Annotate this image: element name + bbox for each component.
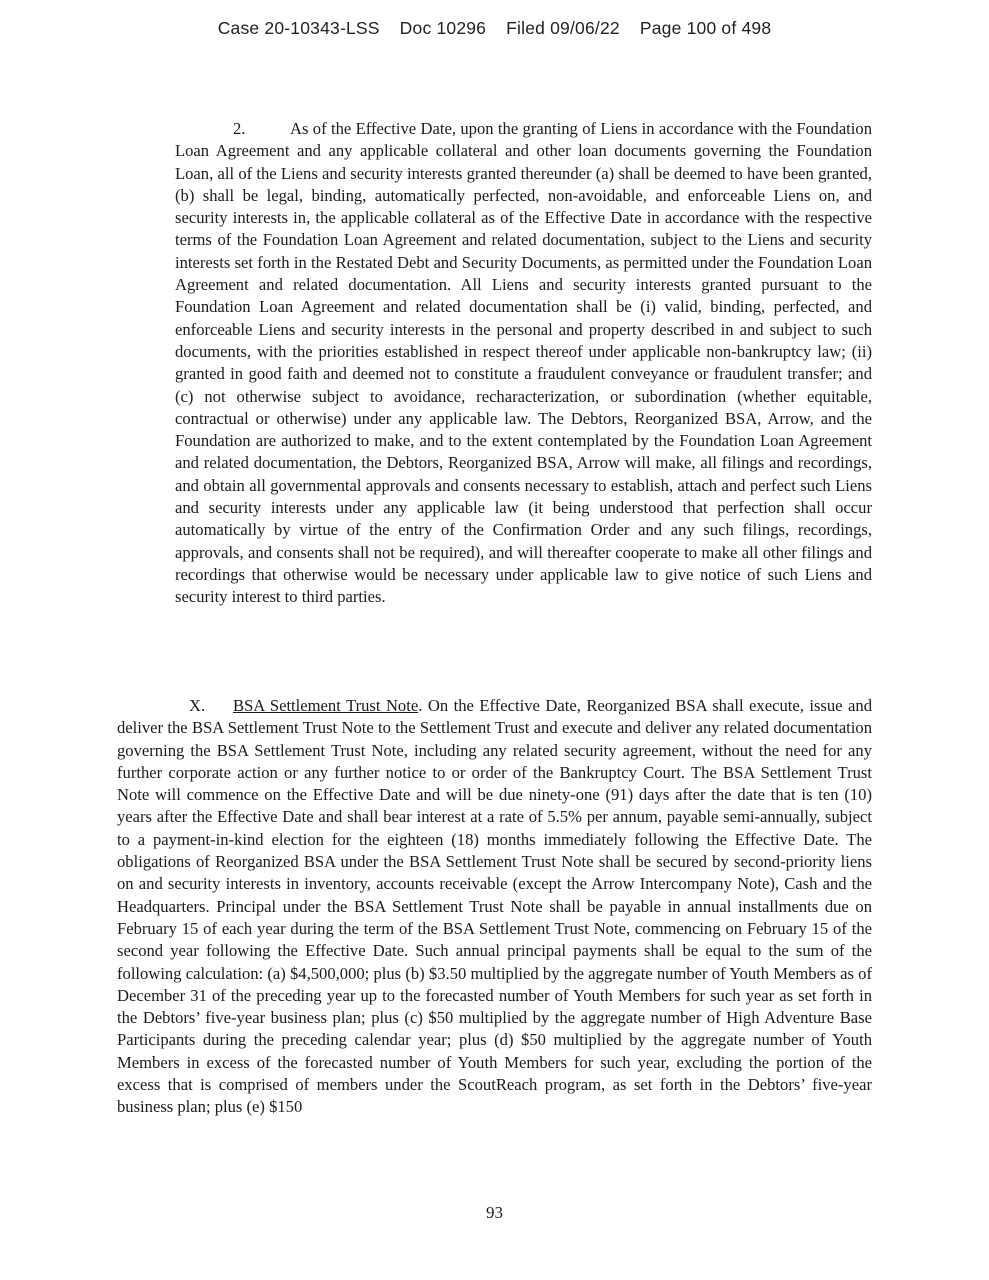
paragraph-2 bbox=[175, 118, 872, 609]
document-number: Doc 10296 bbox=[399, 18, 487, 38]
section-number: X. bbox=[189, 696, 206, 715]
case-number: Case 20-10343-LSS bbox=[217, 18, 380, 38]
section-text: . On the Effective Date, Reorganized BSA shall execute, issue and deliver the BSA Settlement Trust Note to the Settlement Trust and execute and deliver any related documentation governing the BSA Settlement Trust Note, including any related security agreement, without the need for any further corporate action or any further notice to or order of the Bankruptcy Court. The BSA Settlement Trust Note will commence on the Effective Date and will be due ninety-one (91) days after the date that is ten (10) years after the Effective Date and shall bear interest at a rate of 5.5% per annum, payable semi-annually, subject to a payment-in-kind election for the eighteen (18) months immediately following the Effective Date. The obligations of Reorganized BSA under the BSA Settlement Trust Note shall be secured by second-priority liens on and security interests in inventory, accounts receivable (except the Arrow Intercompany Note), Cash and the Headquarters. Principal under the BSA Settlement Trust Note shall be payable in annual installments due on February 15 of each year during the term of the BSA Settlement Trust Note, commencing on February 15 of the second year following the Effective Date. Such annual principal payments shall be equal to the sum of the following calculation: (a) $4,500,000; plus (b) $3.50 multiplied by the aggregate number of Youth Members as of December 31 of the preceding year up to the forecasted number of Youth Members for such year as set forth in the Debtors’ five-year business plan; plus (c) $50 multiplied by the aggregate number of High Adventure Base Participants during the preceding calendar year; plus (d) $50 multiplied by the aggregate number of Youth Members in excess of the forecasted number of Youth Members for such year, excluding the portion of the excess that is comprised of members under the ScoutReach program, as set forth in the Debtors’ five-year business plan; plus (e) $150 bbox=[117, 696, 872, 1117]
filed-date: Filed 09/06/22 bbox=[506, 18, 620, 38]
section-x-bsa-settlement-trust-note bbox=[117, 695, 872, 1119]
paragraph-text: As of the Effective Date, upon the granting of Liens in accordance with the Foundation Loan Agreement and any applicable collateral and other loan documents governing the Foundation Loan, all of the Liens and security interests granted thereunder (a) shall be deemed to have been granted, (b) shall be legal, binding, automatically perfected, non-avoidable, and enforceable Liens on, and security interests in, the applicable collateral as of the Effective Date in accordance with the respective terms of the Foundation Loan Agreement and related documentation, subject to the Liens and security interests set forth in the Restated Debt and Security Documents, as permitted under the Foundation Loan Agreement and related documentation. All Liens and security interests granted pursuant to the Foundation Loan Agreement and related documentation shall be (i) valid, binding, perfected, and enforceable Liens and security interests in the personal and property described in and subject to such documents, with the priorities established in respect thereof under applicable non-bankruptcy law; (ii) granted in good faith and deemed not to constitute a fraudulent conveyance or fraudulent transfer; and (c) not otherwise subject to avoidance, recharacterization, or subordination (whether equitable, contractual or otherwise) under any applicable law. The Debtors, Reorganized BSA, Arrow, and the Foundation are authorized to make, and to the extent contemplated by the Foundation Loan Agreement and related documentation, the Debtors, Reorganized BSA, Arrow will make, all filings and recordings, and obtain all governmental approvals and consents necessary to establish, attach and perfect such Liens and security interests under any applicable law (it being understood that perfection shall occur automatically by virtue of the entry of the Confirmation Order and any such filings, recordings, approvals, and consents shall not be required), and will thereafter cooperate to make all other filings and recordings that otherwise would be necessary under applicable law to give notice of such Liens and security interest to third parties. bbox=[175, 119, 872, 607]
section-heading: BSA Settlement Trust Note bbox=[233, 696, 419, 715]
page-indicator: Page 100 of 498 bbox=[639, 18, 772, 38]
filing-header bbox=[0, 18, 989, 39]
paragraph-number: 2. bbox=[233, 119, 246, 138]
page-number: 93 bbox=[486, 1203, 503, 1222]
